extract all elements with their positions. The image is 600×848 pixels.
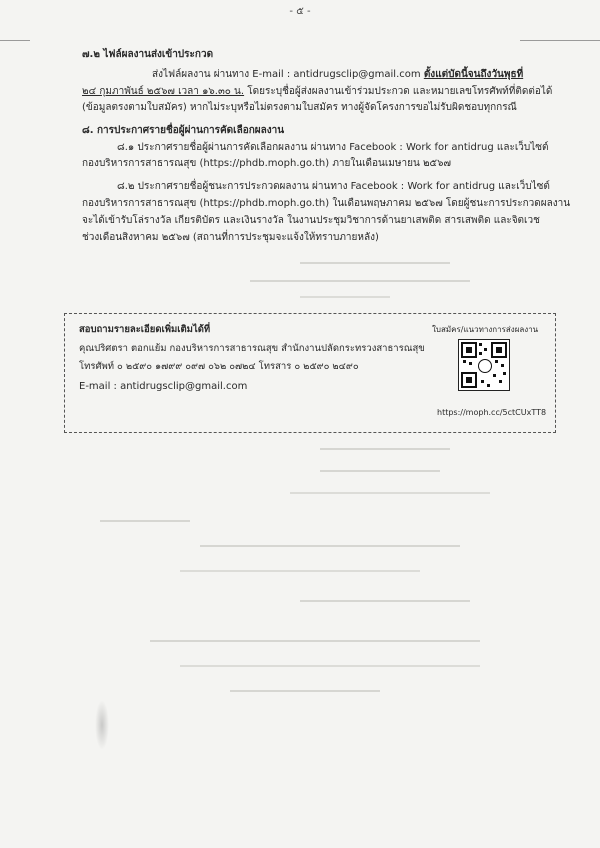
email-instruction: ส่งไฟล์ผลงาน ผ่านทาง E-mail : antidrugsclip@gmail.com: [152, 69, 421, 80]
deadline-date: ๒๔ กุมภาพันธ์ ๒๕๖๗ เวลา ๑๖.๓๐ น.: [82, 86, 245, 97]
section-7-2-heading: ๗.๒ ไฟล์ผลงานส่งเข้าประกวด: [82, 49, 214, 60]
section-8-1-line2: กองบริหารการสาธารณสุข (https://phdb.moph.go.th) ภายในเดือนเมษายน ๒๕๖๗: [82, 158, 451, 169]
contact-box: [64, 313, 556, 433]
qr-module: [484, 348, 487, 351]
bleed-through-line: [320, 470, 440, 472]
section-8-2-line2: กองบริหารการสาธารณสุข (https://phdb.moph.go.th) ในเดือนพฤษภาคม ๒๕๖๗ โดยผู้ชนะการประกวดผลงาน: [82, 198, 571, 209]
qr-module: [487, 384, 490, 387]
qr-finder-top-right: [491, 342, 507, 358]
scan-smudge: [95, 700, 109, 750]
submission-requirements: โดยระบุชื่อผู้ส่งผลงานเข้าร่วมประกวด และหมายเลขโทรศัพท์ที่ติดต่อได้: [247, 86, 553, 97]
qr-module: [481, 380, 484, 383]
section-8-2-line4: ช่วงเดือนสิงหาคม ๒๕๖๗ (สถานที่การประชุมจะแจ้งให้ทราบภายหลัง): [82, 232, 379, 243]
page-number: - ๕ -: [289, 6, 311, 17]
section-7-2-line1: [152, 68, 523, 81]
qr-module: [479, 352, 482, 355]
section-7-2-line2: [82, 85, 552, 98]
bleed-through-line: [300, 296, 390, 298]
bleed-through-line: [180, 570, 420, 572]
section-8-1-line1: ๘.๑ ประกาศรายชื่อผู้ผ่านการคัดเลือกผลงาน ผ่านทาง Facebook : Work for antidrug และเว็บไซต์: [117, 142, 549, 153]
header-rule-right: [520, 40, 600, 41]
contact-heading: สอบถามรายละเอียดเพิ่มเติมได้ที่: [79, 324, 211, 335]
bleed-through-line: [150, 640, 480, 642]
qr-center-logo-icon: [478, 359, 492, 373]
bleed-through-line: [180, 665, 480, 667]
qr-module: [501, 364, 504, 367]
deadline-start: ตั้งแต่บัดนี้จนถึงวันพุธที่: [423, 69, 524, 80]
contact-phone: โทรศัพท์ ๐ ๒๕๙๐ ๑๗๙๙ ๐๙๗ ๐๖๒ ๐๗๒๔ โทรสาร ๐ ๒๕๙๐ ๒๔๙๐: [79, 361, 359, 372]
section-8-2-line3: จะได้เข้ารับโล่รางวัล เกียรติบัตร และเงินรางวัล ในงานประชุมวิชาการด้านยาเสพติด สารเสพติด และจิตเวช: [82, 215, 540, 226]
bleed-through-line: [230, 690, 380, 692]
qr-module: [469, 362, 472, 365]
qr-module: [495, 360, 498, 363]
qr-code-icon[interactable]: [458, 339, 510, 391]
section-8-2-line1: ๘.๒ ประกาศรายชื่อผู้ชนะการประกวดผลงาน ผ่านทาง Facebook : Work for antidrug และเว็บไซต์: [117, 181, 550, 192]
qr-module: [493, 374, 496, 377]
bleed-through-line: [200, 545, 460, 547]
qr-caption: ใบสมัคร/แนวทางการส่งผลงาน: [432, 325, 539, 334]
header-rule-left: [0, 40, 30, 41]
qr-url[interactable]: https://moph.cc/5ctCUxTT8: [437, 408, 547, 417]
qr-module: [503, 372, 506, 375]
contact-email[interactable]: E-mail : antidrugsclip@gmail.com: [79, 381, 248, 392]
qr-finder-bottom-left: [461, 372, 477, 388]
bleed-through-line: [320, 448, 450, 450]
qr-module: [479, 343, 482, 346]
bleed-through-line: [290, 492, 490, 494]
qr-module: [463, 360, 466, 363]
bleed-through-line: [300, 262, 450, 264]
qr-finder-top-left: [461, 342, 477, 358]
bleed-through-line: [300, 600, 470, 602]
qr-module: [499, 380, 502, 383]
section-8-heading: ๘. การประกาศรายชื่อผู้ผ่านการคัดเลือกผลงาน: [82, 125, 285, 136]
bleed-through-line: [100, 520, 190, 522]
contact-person: คุณปริศตรา ตอกแย้ม กองบริหารการสาธารณสุข สำนักงานปลัดกระทรวงสาธารณสุข: [79, 343, 425, 354]
section-7-2-line3: (ข้อมูลตรงตามใบสมัคร) หากไม่ระบุหรือไม่ตรงตามใบสมัคร ทางผู้จัดโครงการขอไม่รับผิดชอบทุกกรณี: [82, 102, 517, 113]
bleed-through-line: [250, 280, 470, 282]
